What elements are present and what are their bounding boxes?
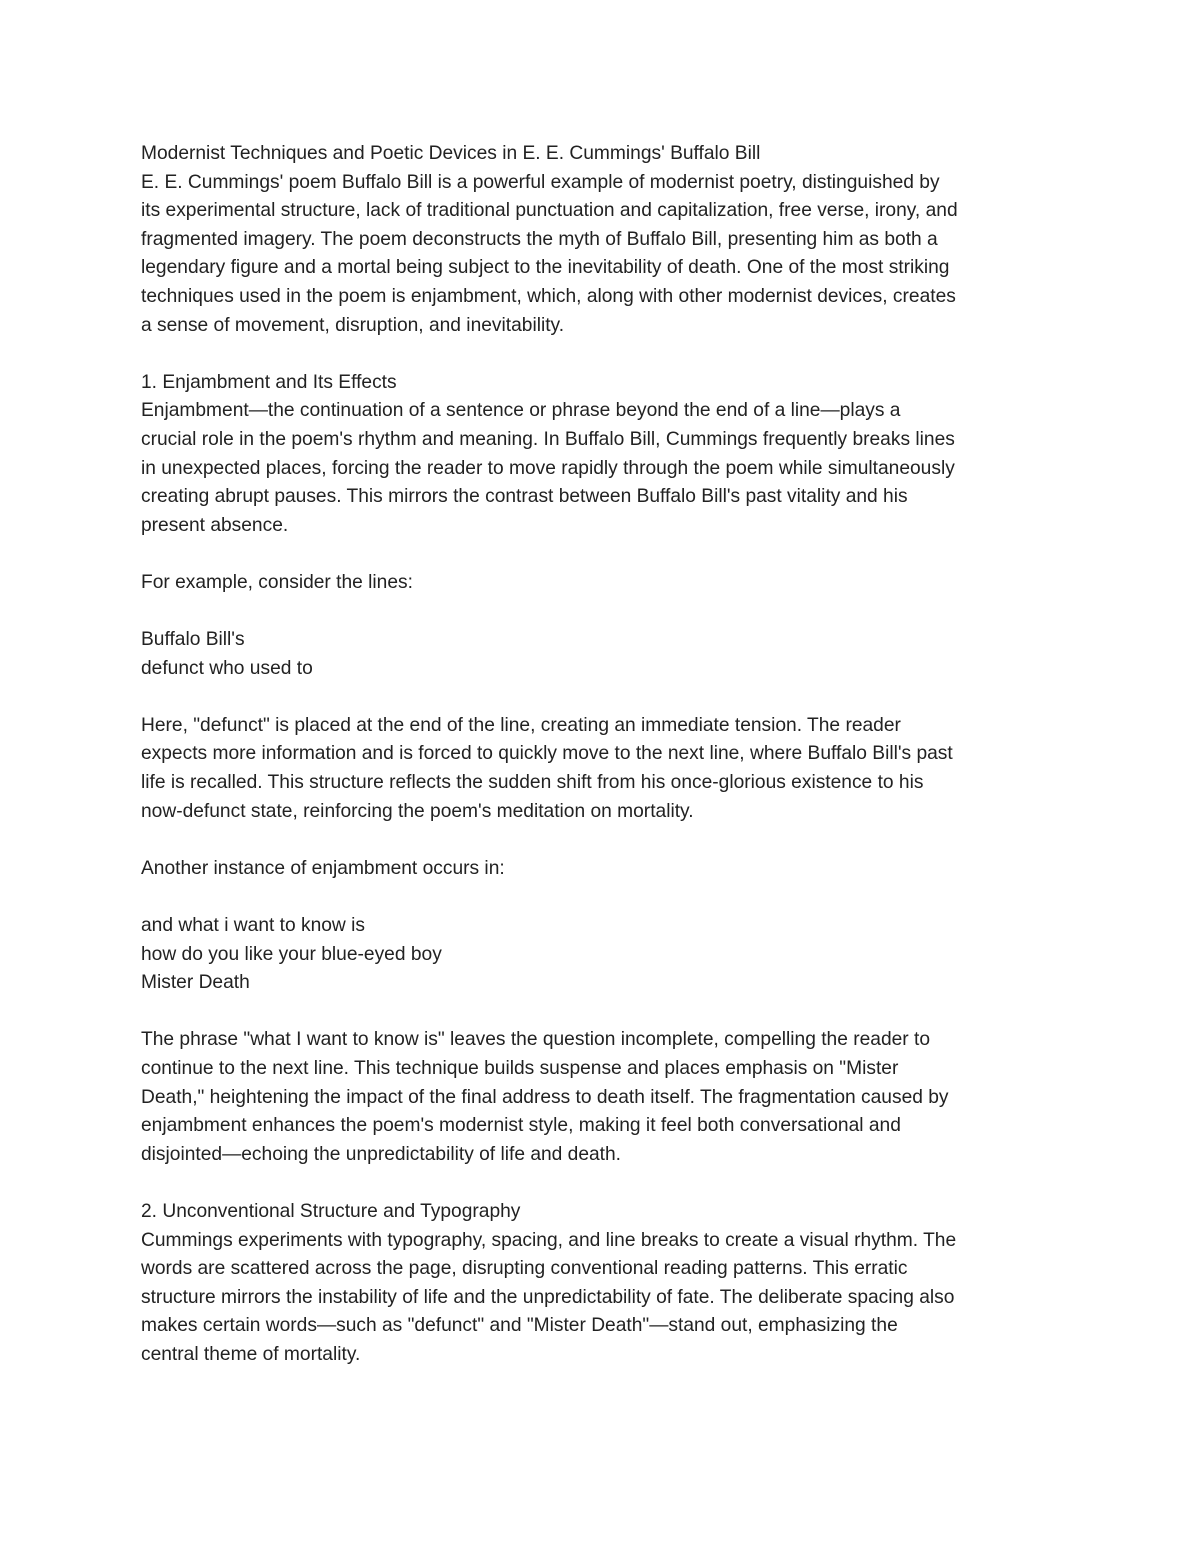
text-line: E. E. Cummings' poem Buffalo Bill is a powerful example of modernist poetry, distinguished by xyxy=(141,171,940,193)
text-line: life is recalled. This structure reflects the sudden shift from his once-glorious existence to his xyxy=(141,772,924,794)
text-line: continue to the next line. This technique builds suspense and places emphasis on "Mister xyxy=(141,1058,899,1079)
paragraph-spacer xyxy=(141,598,1071,627)
poem-quote xyxy=(141,626,1071,683)
paragraph-spacer xyxy=(141,340,1071,369)
text-line: legendary figure and a mortal being subject to the inevitability of death. One of the most striking xyxy=(141,257,950,279)
text-line: words are scattered across the page, disrupting conventional reading patterns. This erratic xyxy=(141,1258,908,1280)
document-page xyxy=(141,140,1071,1370)
section-heading: 2. Unconventional Structure and Typography xyxy=(141,1200,521,1222)
example-intro: For example, consider the lines: xyxy=(141,571,413,593)
text-line: in unexpected places, forcing the reader to move rapidly through the poem while simultaneously xyxy=(141,457,955,479)
text-line: crucial role in the poem's rhythm and meaning. In Buffalo Bill, Cummings frequently breaks lines xyxy=(141,428,955,450)
text-line: fragmented imagery. The poem deconstructs the myth of Buffalo Bill, presenting him as both a xyxy=(141,228,938,250)
paragraph-spacer xyxy=(141,683,1071,712)
analysis-paragraph xyxy=(141,712,1071,826)
poem-quote xyxy=(141,912,1071,998)
text-line: Here, "defunct" is placed at the end of the line, creating an immediate tension. The reader xyxy=(141,714,901,736)
intro-paragraph xyxy=(141,169,1071,341)
text-line: makes certain words—such as "defunct" and "Mister Death"—stand out, emphasizing the xyxy=(141,1315,898,1337)
document-title: Modernist Techniques and Poetic Devices in E. E. Cummings' Buffalo Bill xyxy=(141,143,761,164)
section-heading: 1. Enjambment and Its Effects xyxy=(141,371,397,393)
quote-line: defunct who used to xyxy=(141,657,313,679)
text-line: present absence. xyxy=(141,514,289,536)
text-line: Death," heightening the impact of the final address to death itself. The fragmentation caused by xyxy=(141,1086,949,1108)
text-line: a sense of movement, disruption, and inevitability. xyxy=(141,314,565,336)
quote-line: how do you like your blue-eyed boy xyxy=(141,943,442,965)
text-line: its experimental structure, lack of traditional punctuation and capitalization, free verse, irony, and xyxy=(141,200,958,222)
quote-line: Mister Death xyxy=(141,972,250,994)
section1-paragraph xyxy=(141,397,1071,540)
analysis-paragraph xyxy=(141,1026,1071,1169)
text-line: techniques used in the poem is enjambment, which, along with other modernist devices, creates xyxy=(141,285,956,307)
section2-paragraph xyxy=(141,1227,1071,1370)
text-line: expects more information and is forced to quickly move to the next line, where Buffalo Bill's past xyxy=(141,743,953,765)
quote-line: and what i want to know is xyxy=(141,915,365,937)
text-line: Cummings experiments with typography, spacing, and line breaks to create a visual rhythm. The xyxy=(141,1229,957,1251)
text-line: creating abrupt pauses. This mirrors the contrast between Buffalo Bill's past vitality and his xyxy=(141,486,908,508)
paragraph-spacer xyxy=(141,1169,1071,1198)
paragraph-spacer xyxy=(141,883,1071,912)
text-line: Enjambment—the continuation of a sentence or phrase beyond the end of a line—plays a xyxy=(141,400,901,422)
text-line: structure mirrors the instability of life and the unpredictability of fate. The deliberate spacing also xyxy=(141,1286,955,1308)
paragraph-spacer xyxy=(141,998,1071,1027)
text-line: enjambment enhances the poem's modernist style, making it feel both conversational and xyxy=(141,1115,901,1137)
text-line: disjointed—echoing the unpredictability of life and death. xyxy=(141,1143,622,1165)
quote-line: Buffalo Bill's xyxy=(141,629,245,651)
text-line: The phrase "what I want to know is" leaves the question incomplete, compelling the reader to xyxy=(141,1029,931,1051)
text-line: central theme of mortality. xyxy=(141,1343,361,1365)
paragraph-spacer xyxy=(141,540,1071,569)
text-line: now-defunct state, reinforcing the poem's meditation on mortality. xyxy=(141,800,694,822)
instance-intro: Another instance of enjambment occurs in: xyxy=(141,857,505,879)
paragraph-spacer xyxy=(141,826,1071,855)
